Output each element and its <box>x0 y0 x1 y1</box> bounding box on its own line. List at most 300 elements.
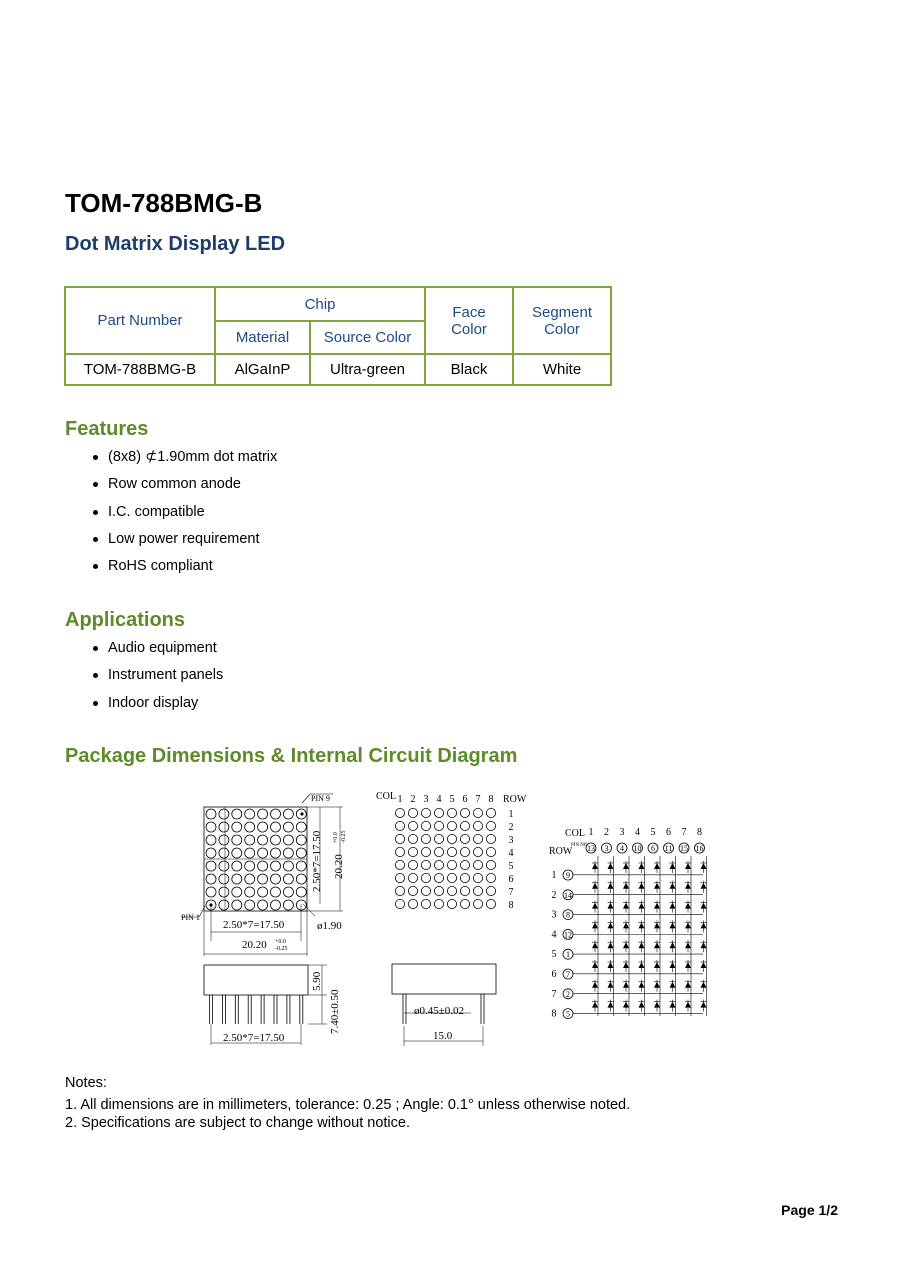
front-dot <box>283 809 293 819</box>
front-dot <box>232 887 242 897</box>
circuit-row-number: 5 <box>551 949 557 961</box>
middle-dot <box>486 834 495 843</box>
led-diode <box>592 883 598 889</box>
middle-dot <box>395 847 404 856</box>
middle-dot <box>408 847 417 856</box>
led-diode <box>592 863 598 869</box>
led-diode <box>623 982 629 988</box>
middle-dot <box>395 808 404 817</box>
led-diode <box>701 942 707 948</box>
middle-dot <box>486 847 495 856</box>
circuit-row-number: 4 <box>551 929 557 941</box>
header-source-color: Source Color <box>310 321 425 354</box>
cell-segment-color: White <box>513 354 611 385</box>
led-diode <box>670 903 676 909</box>
middle-dot <box>473 860 482 869</box>
middle-dot <box>395 899 404 908</box>
front-dot <box>258 809 268 819</box>
side-view <box>204 965 341 1045</box>
application-item: Audio equipment <box>108 639 223 666</box>
middle-dot <box>434 834 443 843</box>
applications-heading: Applications <box>65 609 186 631</box>
led-diode <box>670 942 676 948</box>
note-item: 1. All dimensions are in millimeters, tolerance: 0.25 ; Angle: 0.1° unless otherwise noted. <box>65 1097 631 1113</box>
front-dot <box>258 900 268 910</box>
middle-dot <box>434 808 443 817</box>
front-dot <box>271 900 281 910</box>
col-number: 7 <box>475 794 481 805</box>
front-dot <box>258 848 268 858</box>
front-dot <box>296 848 306 858</box>
circuit-col-pin: 4 <box>620 844 624 853</box>
led-diode <box>608 863 614 869</box>
led-diode <box>639 903 645 909</box>
spec-table <box>64 286 612 386</box>
front-dot <box>296 887 306 897</box>
middle-dot <box>473 886 482 895</box>
led-diode <box>592 922 598 928</box>
circuit-row-pin: 1 <box>566 950 570 960</box>
front-dot <box>232 874 242 884</box>
middle-dot <box>408 808 417 817</box>
led-diode <box>608 1002 614 1008</box>
side-view-pins <box>210 995 303 1024</box>
middle-dot <box>447 834 456 843</box>
col-number: 8 <box>488 794 494 805</box>
led-diode <box>701 863 707 869</box>
side-width-label: 15.0 <box>433 1030 453 1042</box>
front-dot <box>283 848 293 858</box>
led-diode <box>670 1002 676 1008</box>
led-diode <box>685 962 691 968</box>
front-dot <box>271 874 281 884</box>
cell-part-number: TOM-788BMG-B <box>65 354 215 385</box>
col-number: 3 <box>423 794 429 805</box>
row-label: ROW <box>503 794 527 805</box>
middle-dot <box>434 899 443 908</box>
led-diode <box>685 922 691 928</box>
header-chip: Chip <box>215 287 425 321</box>
middle-dot <box>460 860 469 869</box>
led-diode <box>608 942 614 948</box>
col-number: 1 <box>397 794 403 805</box>
middle-dot <box>395 821 404 830</box>
width-tol-minus: -0.25 <box>275 946 288 952</box>
middle-dot <box>473 821 482 830</box>
circuit-col-pin: 15 <box>680 844 688 853</box>
circuit-diagram <box>549 827 707 1020</box>
led-diode <box>623 962 629 968</box>
front-dot <box>283 835 293 845</box>
circuit-col-number: 6 <box>666 827 671 838</box>
circuit-row-pin: 14 <box>564 890 572 900</box>
pin-diameter-label: ø0.45±0.02 <box>414 1005 465 1017</box>
middle-dot <box>434 873 443 882</box>
cell-face-color: Black <box>425 354 513 385</box>
side-view-2 <box>392 964 496 1046</box>
middle-dot <box>473 873 482 882</box>
front-dot <box>219 809 229 819</box>
middle-dot <box>421 860 430 869</box>
front-dot <box>271 809 281 819</box>
front-dot <box>258 835 268 845</box>
circuit-col-number: 8 <box>697 827 702 838</box>
middle-dot <box>460 808 469 817</box>
led-diode <box>685 1002 691 1008</box>
middle-dot <box>434 886 443 895</box>
column-numbers <box>398 794 494 805</box>
row-number: 5 <box>508 861 514 872</box>
package-diagram <box>175 786 715 1056</box>
front-dot <box>206 874 216 884</box>
height-tol-plus: +0.0 <box>333 832 339 843</box>
circuit-col-pin: 6 <box>651 844 655 853</box>
front-dot <box>245 809 255 819</box>
middle-dot <box>460 834 469 843</box>
circuit-col-pin: 16 <box>695 844 704 853</box>
middle-dot <box>421 808 430 817</box>
led-diode <box>685 982 691 988</box>
led-diode <box>670 982 676 988</box>
front-dot <box>219 900 229 910</box>
pin1-label: PIN 1 <box>181 913 200 922</box>
cell-source-color: Ultra-green <box>310 354 425 385</box>
led-diode <box>701 903 707 909</box>
middle-dot <box>447 808 456 817</box>
note-item: 2. Specifications are subject to change without notice. <box>65 1115 410 1131</box>
led-diode <box>701 1002 707 1008</box>
middle-dot <box>408 821 417 830</box>
led-diode <box>623 1002 629 1008</box>
led-diode <box>654 922 660 928</box>
middle-dot <box>447 899 456 908</box>
feature-item: (8x8) ⊄1.90mm dot matrix <box>108 448 277 475</box>
middle-dot <box>421 873 430 882</box>
row-number: 1 <box>508 809 514 820</box>
front-dot <box>245 900 255 910</box>
front-dot <box>296 835 306 845</box>
middle-dot <box>408 860 417 869</box>
led-diode <box>639 922 645 928</box>
height-label: 20.20 <box>333 854 345 879</box>
feature-item: Low power requirement <box>108 530 277 557</box>
front-dot <box>258 874 268 884</box>
features-list <box>108 448 277 584</box>
led-diode <box>592 903 598 909</box>
pin9-label: PIN 9 <box>311 794 330 803</box>
front-dot <box>232 848 242 858</box>
middle-dot <box>486 808 495 817</box>
led-diode <box>654 863 660 869</box>
document-subtitle: Dot Matrix Display LED <box>65 233 286 255</box>
front-dot <box>219 887 229 897</box>
package-heading: Package Dimensions & Internal Circuit Diagram <box>65 745 518 767</box>
row-number: 2 <box>508 822 514 833</box>
front-dot <box>206 861 216 871</box>
header-face-color: Face Color <box>425 287 513 354</box>
middle-dot <box>408 899 417 908</box>
led-diode <box>670 962 676 968</box>
led-diode <box>654 942 660 948</box>
header-part-number: Part Number <box>65 287 215 354</box>
dot-layout <box>376 791 527 911</box>
led-diode <box>670 883 676 889</box>
middle-dot <box>460 847 469 856</box>
led-diode <box>639 883 645 889</box>
circuit-row-pin: 9 <box>566 871 570 880</box>
row-number: 8 <box>508 900 514 911</box>
middle-dot <box>434 821 443 830</box>
led-diode <box>701 982 707 988</box>
led-diode <box>654 962 660 968</box>
circuit-col-pin: 11 <box>664 844 673 853</box>
application-item: Instrument panels <box>108 666 223 693</box>
pin9-marker <box>301 813 303 815</box>
front-dot <box>219 861 229 871</box>
led-diode <box>685 883 691 889</box>
circuit-row-number: 7 <box>551 988 557 1000</box>
height-tol-minus: -0.25 <box>341 830 347 843</box>
middle-dot <box>421 899 430 908</box>
circuit-col-label: COL <box>565 828 585 839</box>
front-dot <box>219 848 229 858</box>
front-dot <box>296 861 306 871</box>
pin-length-label: 7.40±0.50 <box>329 989 341 1034</box>
circuit-row-number: 2 <box>551 889 557 901</box>
led-diode <box>623 863 629 869</box>
circuit-col-pin: 10 <box>633 844 642 853</box>
circuit-row-number: 1 <box>551 870 557 881</box>
middle-dot <box>473 808 482 817</box>
middle-dot <box>486 873 495 882</box>
front-dot <box>258 822 268 832</box>
middle-dot <box>473 847 482 856</box>
front-dot <box>296 874 306 884</box>
led-diode <box>654 883 660 889</box>
front-dot <box>219 822 229 832</box>
front-dot <box>232 900 242 910</box>
middle-dot <box>460 886 469 895</box>
page-number: Page 1/2 <box>781 1202 838 1218</box>
front-dot <box>245 874 255 884</box>
circuit-pin-no-label: PIN NO <box>571 843 588 848</box>
middle-dot <box>421 886 430 895</box>
row-number: 4 <box>508 848 514 859</box>
document-title: TOM-788BMG-B <box>65 188 263 218</box>
middle-dot <box>421 847 430 856</box>
middle-dot <box>473 834 482 843</box>
led-diode <box>608 883 614 889</box>
side-view-2-body <box>392 964 496 994</box>
middle-dot <box>486 899 495 908</box>
front-dot <box>232 835 242 845</box>
middle-dot <box>408 873 417 882</box>
side-view-body <box>204 965 308 995</box>
middle-dot <box>447 847 456 856</box>
feature-item: RoHS compliant <box>108 557 277 584</box>
middle-dot <box>395 886 404 895</box>
led-diode <box>592 942 598 948</box>
middle-dot <box>395 834 404 843</box>
width-label: 20.20 <box>242 939 267 951</box>
led-diode <box>654 903 660 909</box>
pitch-horizontal-label: 2.50*7=17.50 <box>223 919 285 931</box>
width-tol-plus: +0.0 <box>275 939 286 945</box>
col-number: 6 <box>462 794 468 805</box>
front-dot-grid <box>206 809 306 910</box>
front-dot <box>296 900 306 910</box>
col-number: 5 <box>449 794 455 805</box>
circuit-row-number: 8 <box>551 1008 557 1020</box>
front-dot <box>296 822 306 832</box>
led-diode <box>623 942 629 948</box>
front-dot <box>283 887 293 897</box>
circuit-row-pin: 12 <box>564 930 572 940</box>
led-diode <box>623 922 629 928</box>
middle-dot <box>460 899 469 908</box>
led-diode <box>639 863 645 869</box>
header-material: Material <box>215 321 310 354</box>
feature-item: Row common anode <box>108 475 277 502</box>
led-diode <box>608 982 614 988</box>
circuit-row-number: 3 <box>551 909 557 921</box>
feature-item: I.C. compatible <box>108 503 277 530</box>
front-dot <box>219 874 229 884</box>
front-view <box>181 794 347 956</box>
row-number: 7 <box>508 887 514 898</box>
front-dot <box>232 822 242 832</box>
front-dot <box>283 874 293 884</box>
front-dot <box>206 809 216 819</box>
led-diode <box>608 922 614 928</box>
front-dot <box>206 887 216 897</box>
circuit-col-number: 1 <box>588 827 594 838</box>
pitch-vertical-label: 2.50*7=17.50 <box>311 830 323 892</box>
front-dot <box>283 900 293 910</box>
middle-dot <box>447 873 456 882</box>
notes-heading: Notes: <box>65 1075 107 1091</box>
circuit-col-number: 7 <box>681 827 687 838</box>
front-dot <box>245 861 255 871</box>
middle-dot <box>460 873 469 882</box>
cell-material: AlGaInP <box>215 354 310 385</box>
middle-dot <box>473 899 482 908</box>
middle-dot <box>447 886 456 895</box>
circuit-row-number: 6 <box>551 969 557 980</box>
led-diode <box>701 883 707 889</box>
row-number: 6 <box>508 874 514 885</box>
led-diode <box>592 982 598 988</box>
led-diode <box>592 962 598 968</box>
front-dot <box>219 835 229 845</box>
front-dot <box>271 835 281 845</box>
middle-dot <box>408 834 417 843</box>
led-diode <box>670 922 676 928</box>
led-diode <box>639 982 645 988</box>
led-diode <box>608 962 614 968</box>
middle-dot <box>486 886 495 895</box>
led-diode <box>623 883 629 889</box>
circuit-row-pin: 5 <box>566 1009 570 1019</box>
middle-dot <box>421 821 430 830</box>
applications-list <box>108 639 223 721</box>
front-dot <box>206 835 216 845</box>
front-dot <box>258 861 268 871</box>
front-dot <box>271 887 281 897</box>
middle-dot <box>395 873 404 882</box>
front-dot <box>232 809 242 819</box>
col-number: 4 <box>436 794 442 805</box>
front-dot <box>206 822 216 832</box>
circuit-grid <box>552 827 707 1020</box>
circuit-row-label: ROW <box>549 846 573 857</box>
col-number: 2 <box>410 794 416 805</box>
middle-dot <box>408 886 417 895</box>
circuit-row-pin: 8 <box>566 910 570 920</box>
circuit-col-number: 2 <box>604 827 609 838</box>
front-dot <box>271 822 281 832</box>
led-diode <box>639 962 645 968</box>
middle-dot <box>434 847 443 856</box>
led-diode <box>592 1002 598 1008</box>
row-numbers <box>509 809 514 911</box>
header-segment-color: Segment Color <box>513 287 611 354</box>
led-diode <box>685 863 691 869</box>
front-dot <box>271 861 281 871</box>
features-heading: Features <box>65 418 149 440</box>
led-diode <box>701 922 707 928</box>
pin-pitch-label: 2.50*7=17.50 <box>223 1032 285 1044</box>
middle-dot <box>486 821 495 830</box>
middle-dot <box>395 860 404 869</box>
middle-dot <box>434 860 443 869</box>
application-item: Indoor display <box>108 694 223 721</box>
front-dot <box>245 835 255 845</box>
led-diode <box>623 903 629 909</box>
front-dot <box>206 848 216 858</box>
front-dot <box>283 861 293 871</box>
circuit-col-pin: 3 <box>604 844 609 853</box>
circuit-row-pin: 2 <box>566 989 570 999</box>
led-diode <box>685 903 691 909</box>
circuit-col-number: 3 <box>619 827 625 838</box>
led-diode <box>639 942 645 948</box>
middle-dot <box>460 821 469 830</box>
front-dot <box>283 822 293 832</box>
middle-dot <box>486 860 495 869</box>
circuit-col-number: 4 <box>635 827 640 838</box>
depth-label: 5.90 <box>311 971 323 991</box>
front-dot <box>245 887 255 897</box>
col-label: COL <box>376 791 396 802</box>
led-diode <box>701 962 707 968</box>
circuit-col-number: 5 <box>650 827 656 838</box>
middle-dot <box>421 834 430 843</box>
led-diode <box>670 863 676 869</box>
led-diode <box>685 942 691 948</box>
middle-dot <box>447 860 456 869</box>
front-dot <box>271 848 281 858</box>
middle-dot-grid <box>395 808 495 908</box>
row-number: 3 <box>508 835 514 846</box>
led-diode <box>654 982 660 988</box>
front-dot <box>258 887 268 897</box>
dot-diameter-label: ø1.90 <box>317 920 342 932</box>
middle-dot <box>447 821 456 830</box>
circuit-col-pin: 13 <box>587 844 595 853</box>
led-diode <box>639 1002 645 1008</box>
front-dot <box>232 861 242 871</box>
